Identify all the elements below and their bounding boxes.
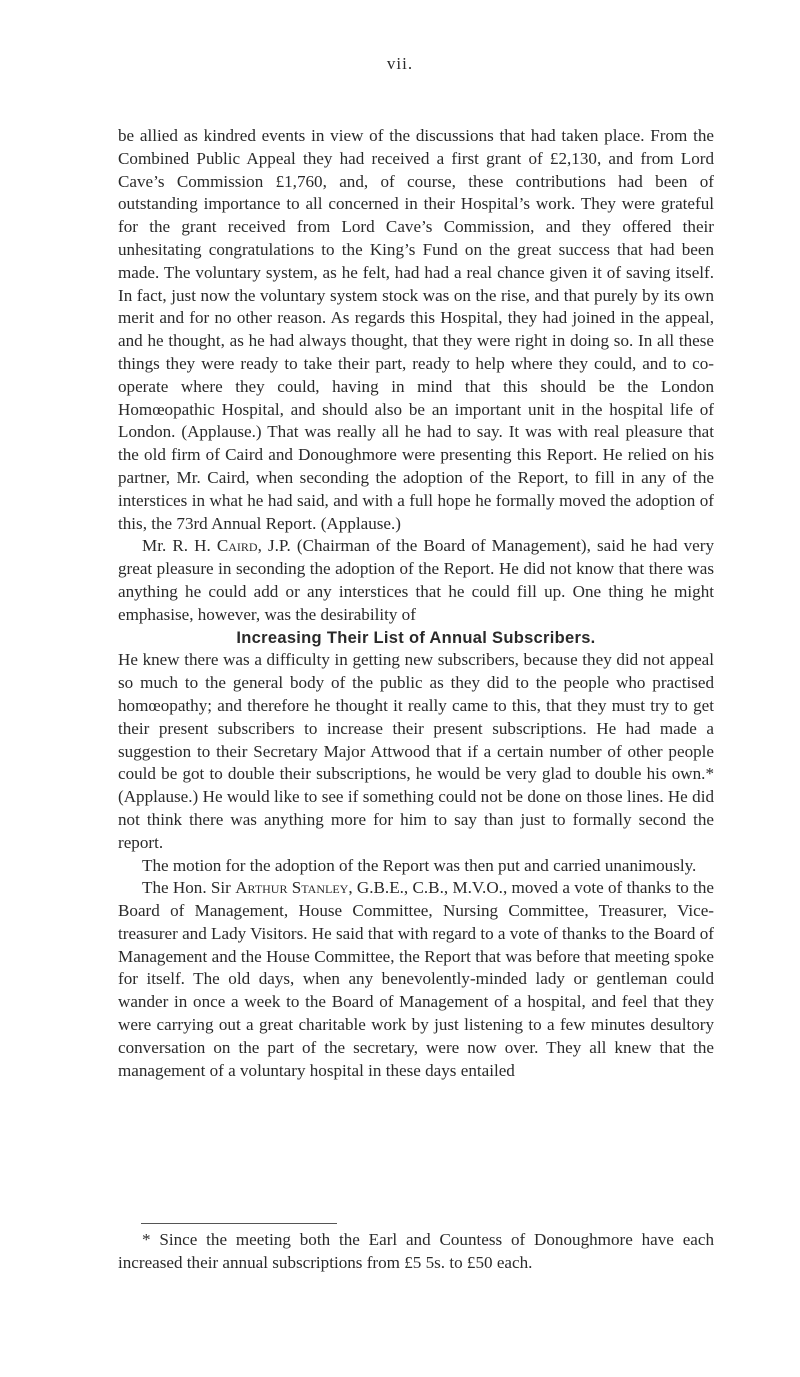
footnote [118, 1229, 714, 1275]
speaker-name-stanley: Arthur Stanley [235, 878, 349, 898]
paragraph-5-rest: , G.B.E., C.B., M.V.O., moved a vote of thanks to the Board of Management, House Committee, Nursing Committee, Treasurer, Vice-treasurer and Lady Visitors. He said that with regard to a vote of thanks to the Board of Management and the House Committee, the Report that was before that meeting spoke for itself. The old days, when any benevolently-minded lady or gentleman could wander in once a week to the Board of Management of a hospital, and feel that they were carrying out a great charitable work by just listening to a few minutes desultory conversation on the part of the secretary, were now over. They all knew that the management of a voluntary hospital in these days entailed [118, 878, 714, 1080]
page-number: vii. [386, 54, 414, 73]
paragraph-1: be allied as kindred events in view of the discussions that had taken place. From the Combined Public Appeal they had received a first grant of £2,130, and from Lord Cave’s Commission £1,760, and, of course, these contributions had been of outstanding importance to all concerned in their Hospital’s work. They were grateful for the grant received from Lord Cave’s Commission, and they offered their unhesitating congratulations to the King’s Fund on the great success that had been made. The voluntary system, as he felt, had had a real chance given it of saving itself. In fact, just now the voluntary system stock was on the rise, and that purely by its own merit and for no other reason. As regards this Hospital, they had joined in the appeal, and he thought, as he had always thought, that they were right in doing so. In all these things they were ready to take their part, ready to help where they could, and to co-operate where they could, having in mind that this should be the London Homœopathic Hospital, and should also be an important unit in the hospital life of London. (Applause.) That was really all he had to say. It was with real pleasure that the old firm of Caird and Donoughmore were presenting this Report. He relied on his partner, Mr. Caird, when seconding the adoption of the Report, to fill in any of the interstices in what he had said, and with a full hope he formally moved the adoption of this, the 73rd Annual Report. (Applause.) [118, 126, 714, 533]
paragraph-4: The motion for the adoption of the Report was then put and carried unanimously. [142, 855, 697, 875]
footnote-divider [141, 1223, 337, 1224]
paragraph-2-rest: , J.P. (Chairman of the Board of Management), said he had very great pleasure in seconding the adoption of the Report. He did not know that there was anything he could add or any interstices that he could fill up. One thing he might emphasise, however, was the desirability of [118, 536, 714, 624]
paragraph-3: He knew there was a difficulty in getting new subscribers, because they did not appeal so much to the general body of the public as they did to the people who practised homœopathy; and therefore he thought it really came to this, that they must try to get their present subscribers to increase their present subscriptions. He had made a suggestion to their Secretary Major Attwood that if a certain number of other people could be got to double their subscriptions, he would be very glad to double his own.* (Applause.) He would like to see if something could not be done on those lines. He did not think there was anything more for him to say than just to formally second the report. [118, 650, 714, 852]
section-heading: Increasing Their List of Annual Subscribers. [236, 628, 596, 647]
paragraph-2-prefix: Mr. R. H. [142, 536, 217, 556]
paragraph-5 [118, 877, 714, 1082]
footnote-text: * Since the meeting both the Earl and Countess of Donoughmore have each increased their annual subscriptions from £5 5s. to £50 each. [118, 1230, 714, 1272]
paragraph-5-prefix: The Hon. Sir [142, 878, 236, 898]
paragraph-2 [118, 535, 714, 626]
speaker-name-caird: Caird [216, 536, 258, 556]
main-text [118, 125, 714, 1082]
